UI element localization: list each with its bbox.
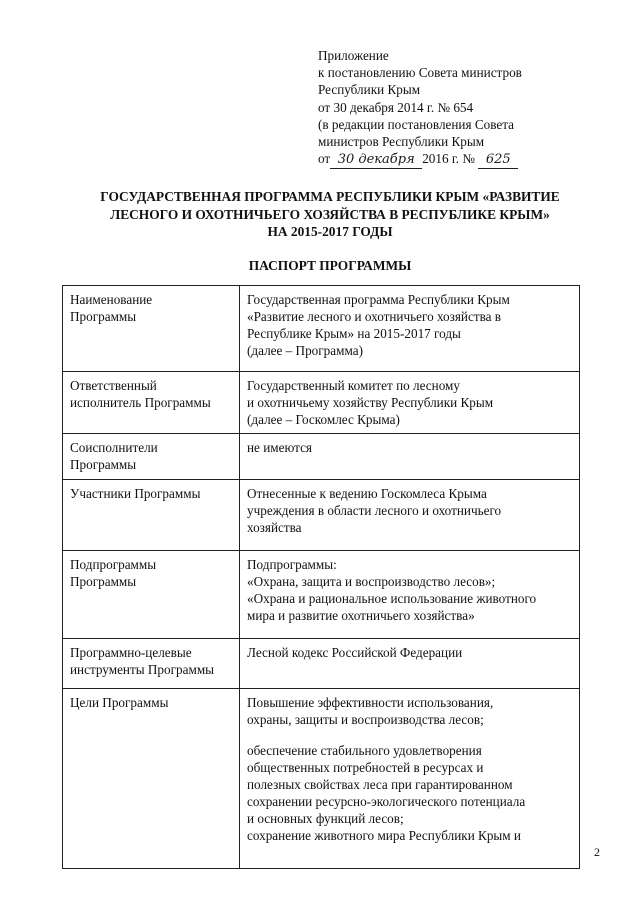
row-value: Отнесенные к ведению Госкомлеса Крыма bbox=[247, 486, 487, 501]
row-label: Цели Программы bbox=[70, 695, 169, 710]
title-line: НА 2015-2017 ГОДЫ bbox=[267, 224, 393, 239]
date-year: 2016 г. № bbox=[422, 151, 475, 167]
row-label: Подпрограммы bbox=[70, 557, 157, 572]
row-label-cell bbox=[63, 689, 240, 869]
row-value: полезных свойствах леса при гарантированном bbox=[247, 777, 513, 792]
appendix-header bbox=[318, 47, 618, 169]
passport-table bbox=[62, 285, 580, 869]
row-value: Лесной кодекс Российской Федерации bbox=[247, 645, 463, 660]
row-value-cell bbox=[240, 551, 580, 639]
row-label-cell bbox=[63, 480, 240, 551]
row-label: Соисполнители bbox=[70, 440, 158, 455]
handwritten-date: 30 декабря bbox=[330, 151, 422, 169]
table-row bbox=[63, 286, 580, 372]
title-line: ГОСУДАРСТВЕННАЯ ПРОГРАММА РЕСПУБЛИКИ КРЫМ «РАЗВИТИЕ bbox=[100, 189, 560, 204]
table-row bbox=[63, 551, 580, 639]
row-value: «Развитие лесного и охотничьего хозяйства в bbox=[247, 309, 502, 324]
row-value: сохранение животного мира Республики Крым и bbox=[247, 828, 521, 843]
row-label: Ответственный bbox=[70, 378, 157, 393]
row-label: Наименование bbox=[70, 292, 153, 307]
row-value-cell bbox=[240, 372, 580, 434]
table-row bbox=[63, 372, 580, 434]
table-row bbox=[63, 639, 580, 689]
row-value: Государственная программа Республики Крым bbox=[247, 292, 510, 307]
row-label: Программы bbox=[70, 457, 137, 472]
row-value: и основных функций лесов; bbox=[247, 811, 404, 826]
appendix-line: от 30 декабря 2014 г. № 654 bbox=[318, 99, 474, 115]
title-line: ЛЕСНОГО И ОХОТНИЧЬЕГО ХОЗЯЙСТВА В РЕСПУБЛИКЕ КРЫМ» bbox=[110, 206, 550, 222]
row-value-cell bbox=[240, 689, 580, 869]
passport-heading: ПАСПОРТ ПРОГРАММЫ bbox=[248, 258, 412, 273]
row-value: Повышение эффективности использования, bbox=[247, 695, 494, 710]
row-value: (далее – Программа) bbox=[247, 343, 363, 358]
row-value: и охотничьему хозяйству Республики Крым bbox=[247, 395, 494, 410]
row-label: Программно-целевые bbox=[70, 645, 192, 660]
row-value: охраны, защиты и воспроизводства лесов; bbox=[247, 712, 484, 727]
table-row bbox=[63, 480, 580, 551]
row-value: «Охрана и рациональное использование животного bbox=[247, 591, 537, 606]
row-value: Государственный комитет по лесному bbox=[247, 378, 460, 393]
row-label-cell bbox=[63, 639, 240, 689]
table-row bbox=[63, 689, 580, 869]
row-value-cell bbox=[240, 286, 580, 372]
row-label: Участники Программы bbox=[70, 486, 201, 501]
row-label-cell bbox=[63, 434, 240, 480]
row-label: инструменты Программы bbox=[70, 662, 215, 677]
row-value-cell bbox=[240, 480, 580, 551]
row-value-cell bbox=[240, 434, 580, 480]
appendix-line: к постановлению Совета министров bbox=[318, 65, 522, 81]
row-value: Подпрограммы: bbox=[247, 557, 337, 572]
row-value: хозяйства bbox=[247, 520, 302, 535]
row-value-cell bbox=[240, 639, 580, 689]
appendix-line: Приложение bbox=[318, 48, 389, 63]
row-label-cell bbox=[63, 286, 240, 372]
paragraph-gap bbox=[247, 728, 573, 742]
row-value: сохранении ресурсно-экологического потенциала bbox=[247, 794, 526, 809]
date-prefix: от bbox=[318, 151, 331, 167]
row-label: Программы bbox=[70, 309, 137, 324]
row-value: Республике Крым» на 2015-2017 годы bbox=[247, 326, 461, 341]
table-row bbox=[63, 434, 580, 480]
appendix-line: Республики Крым bbox=[318, 82, 421, 98]
row-label: Программы bbox=[70, 574, 137, 589]
page-number: 2 bbox=[594, 845, 600, 859]
handwritten-number: 625 bbox=[478, 151, 518, 169]
row-label: исполнитель Программы bbox=[70, 395, 211, 410]
row-label-cell bbox=[63, 372, 240, 434]
row-value: не имеются bbox=[247, 440, 312, 455]
program-title bbox=[60, 188, 600, 241]
row-value: общественных потребностей в ресурсах и bbox=[247, 760, 484, 775]
appendix-line: (в редакции постановления Совета bbox=[318, 116, 515, 132]
amendment-date-line bbox=[318, 150, 618, 169]
row-value: учреждения в области лесного и охотничьего bbox=[247, 503, 502, 518]
row-value: мира и развитие охотничьего хозяйства» bbox=[247, 608, 475, 623]
row-value: «Охрана, защита и воспроизводство лесов»; bbox=[247, 574, 496, 589]
appendix-line: министров Республики Крым bbox=[318, 134, 485, 150]
row-value: обеспечение стабильного удовлетворения bbox=[247, 743, 482, 758]
row-value: (далее – Госкомлес Крыма) bbox=[247, 412, 400, 427]
row-label-cell bbox=[63, 551, 240, 639]
